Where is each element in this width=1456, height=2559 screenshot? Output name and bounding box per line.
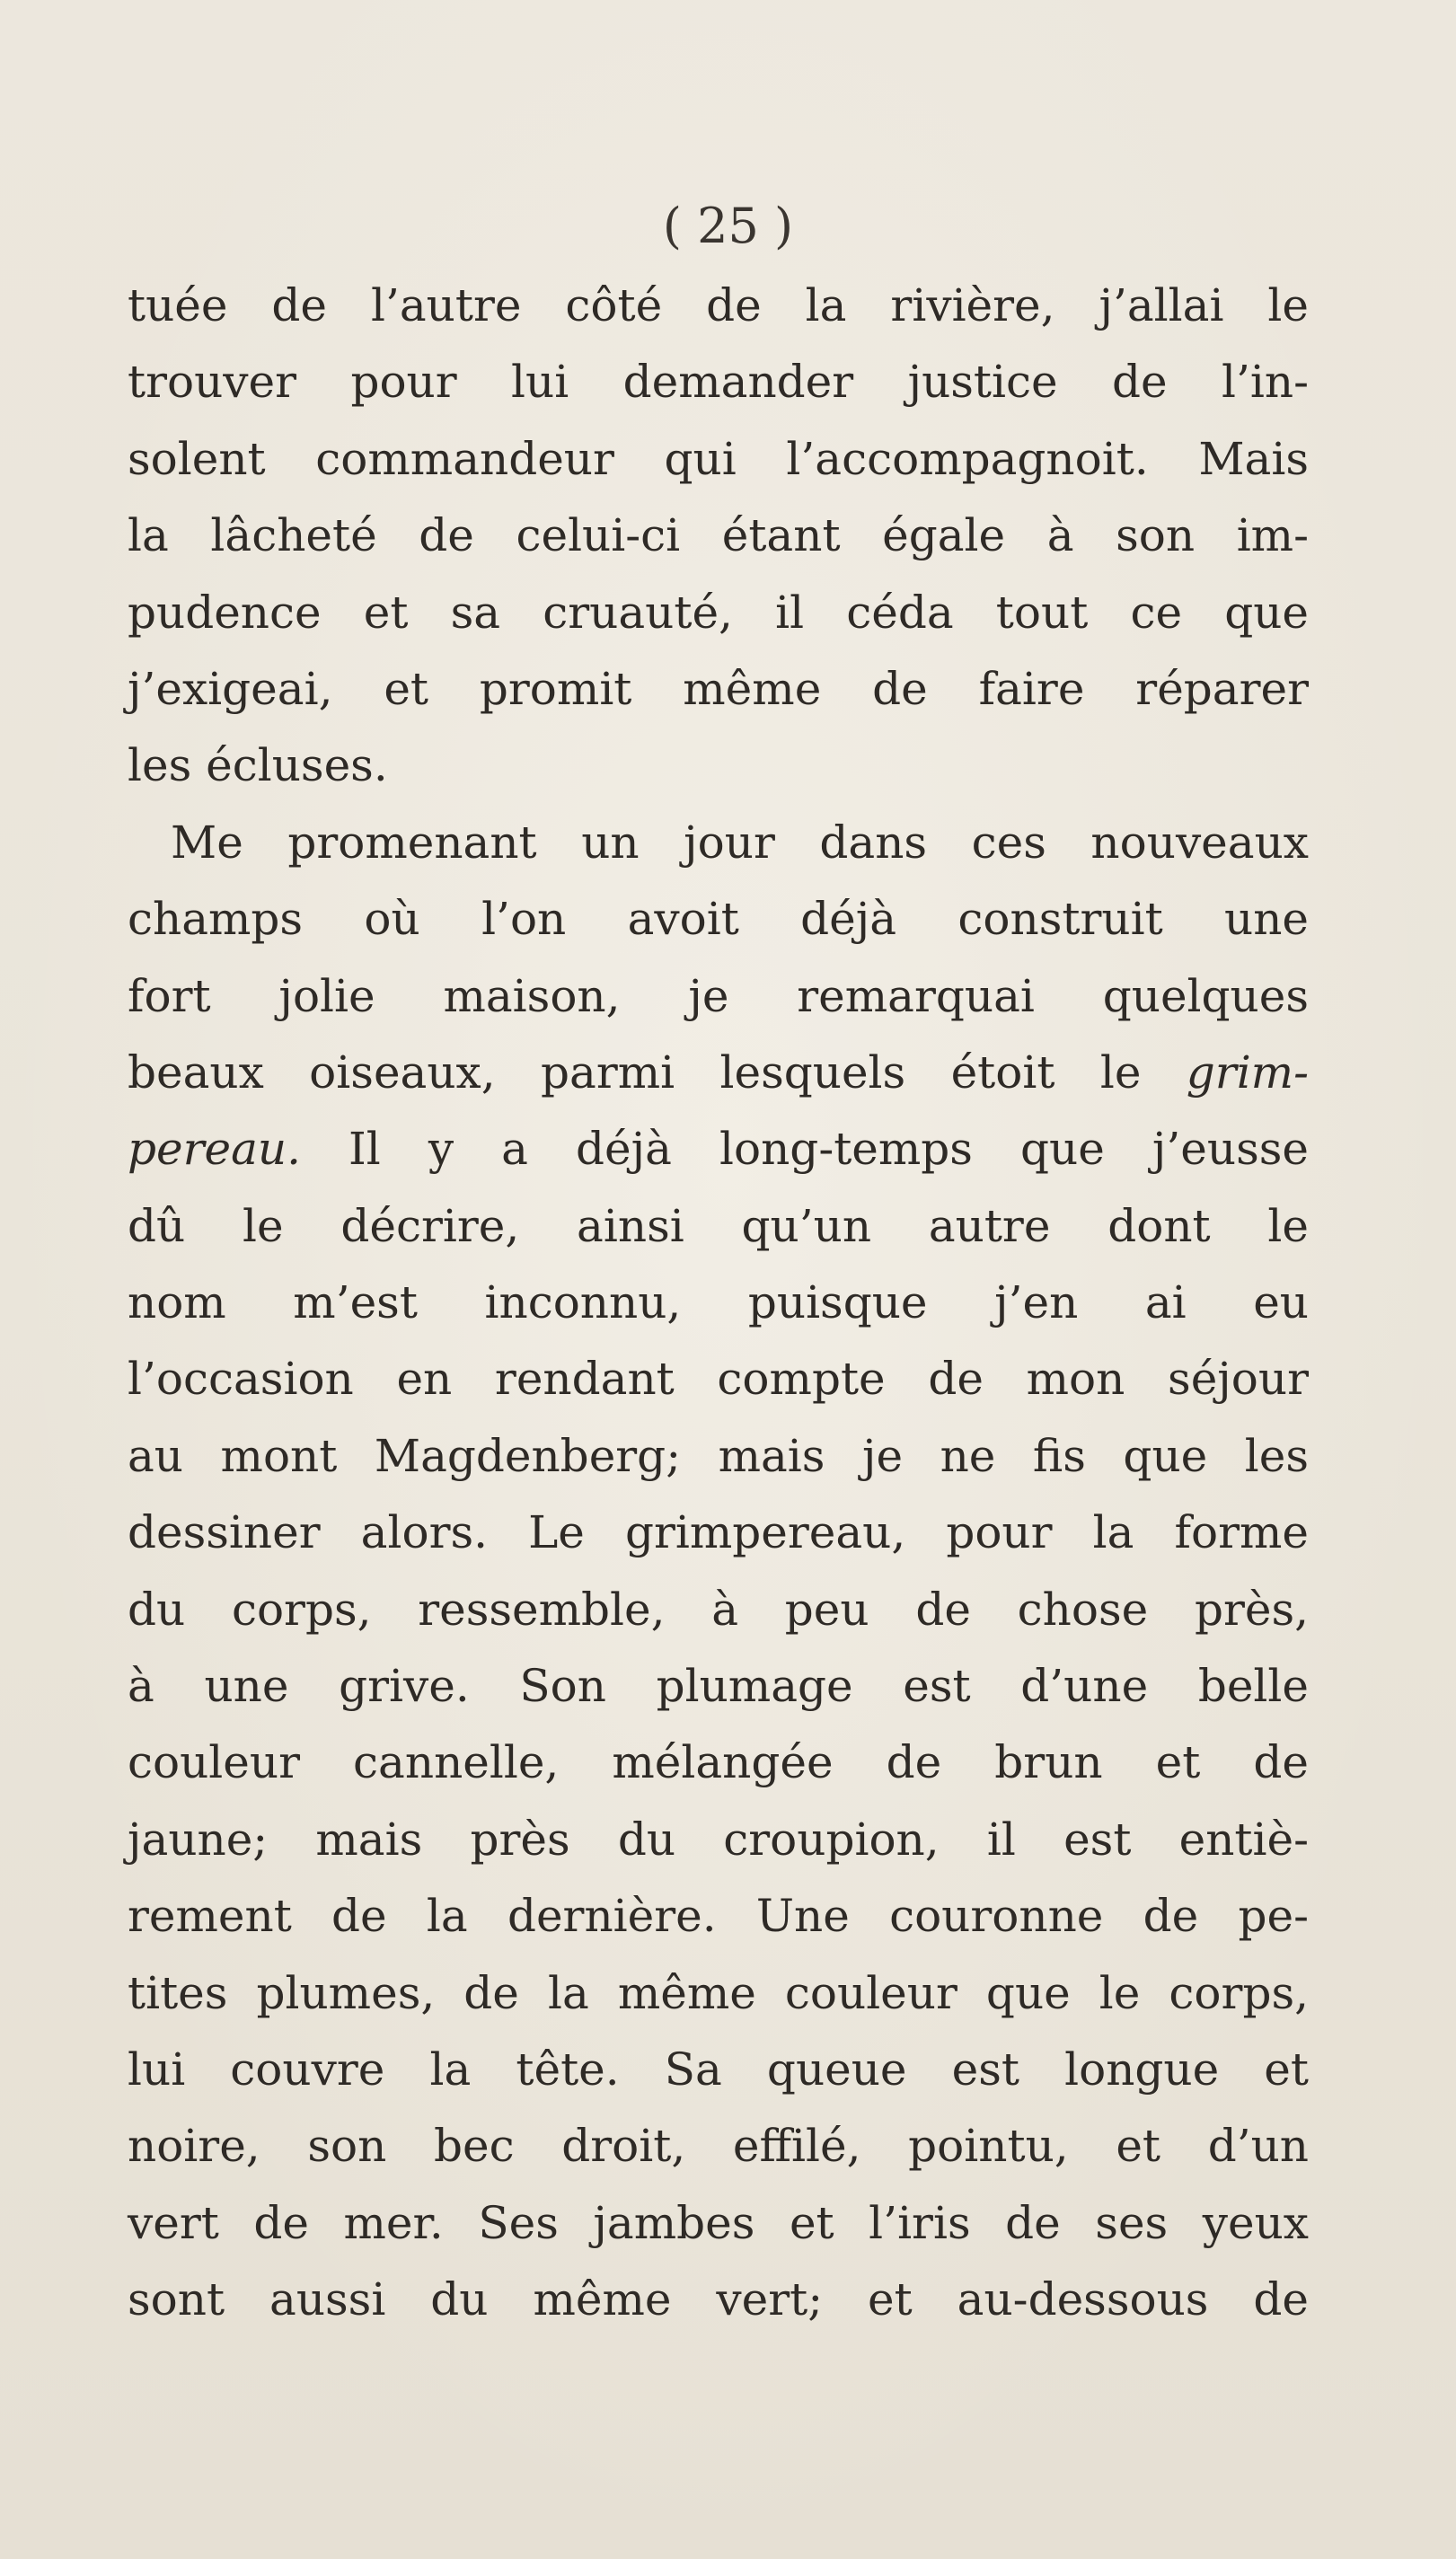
text-line-with-italic <box>128 1111 1309 1187</box>
text-line: couleur cannelle, mélangée de brun et de <box>128 1736 1309 1789</box>
text-line: vert de mer. Ses jambes et l’iris de ses yeux <box>128 2196 1309 2249</box>
text-line: les écluses. <box>128 739 388 792</box>
text-line: noire, son bec droit, effilé, pointu, et d’un <box>128 2120 1309 2173</box>
body-text <box>128 268 1309 2339</box>
text-line: tites plumes, de la même couleur que le corps, <box>128 1966 1309 2019</box>
text-line-with-italic <box>128 1035 1309 1111</box>
text-line: du corps, ressemble, à peu de chose près, <box>128 1583 1309 1636</box>
text-line: tuée de l’autre côté de la rivière, j’allai le <box>128 279 1309 331</box>
text-line: l’occasion en rendant compte de mon séjour <box>128 1353 1309 1406</box>
text-line: rement de la dernière. Une couronne de pe- <box>128 1890 1309 1943</box>
text-line: j’exigeai, et promit même de faire réparer <box>128 662 1309 715</box>
text-line: jaune; mais près du croupion, il est entiè- <box>128 1813 1309 1866</box>
italic-word: grim- <box>1186 1046 1309 1099</box>
text-line: lui couvre la tête. Sa queue est longue et <box>128 2043 1309 2096</box>
text-line: au mont Magdenberg; mais je ne fis que les <box>128 1429 1309 1482</box>
text-line: Me promenant un jour dans ces nouveaux <box>171 816 1309 869</box>
text-line: sont aussi du même vert; et au-dessous de <box>128 2273 1309 2326</box>
text-line: dû le décrire, ainsi qu’un autre dont le <box>128 1199 1309 1252</box>
italic-word: pereau. <box>128 1123 301 1176</box>
text-segment: beaux oiseaux, parmi lesquels étoit le <box>128 1046 1187 1099</box>
text-line: pudence et sa cruauté, il céda tout ce que <box>128 586 1309 639</box>
text-line: à une grive. Son plumage est d’une belle <box>128 1660 1309 1713</box>
text-line: solent commandeur qui l’accompagnoit. Mais <box>128 432 1309 485</box>
text-line: nom m’est inconnu, puisque j’en ai eu <box>128 1276 1309 1329</box>
text-segment: Il y a déjà long-temps que j’eusse <box>301 1123 1309 1176</box>
page-number: ( 25 ) <box>662 198 794 254</box>
text-line: trouver pour lui demander justice de l’in- <box>128 356 1309 409</box>
text-line: fort jolie maison, je remarquai quelques <box>128 969 1309 1022</box>
text-line: champs où l’on avoit déjà construit une <box>128 893 1309 946</box>
text-line: dessiner alors. Le grimpereau, pour la forme <box>128 1506 1309 1559</box>
text-line: la lâcheté de celui-ci étant égale à son im- <box>128 509 1309 562</box>
